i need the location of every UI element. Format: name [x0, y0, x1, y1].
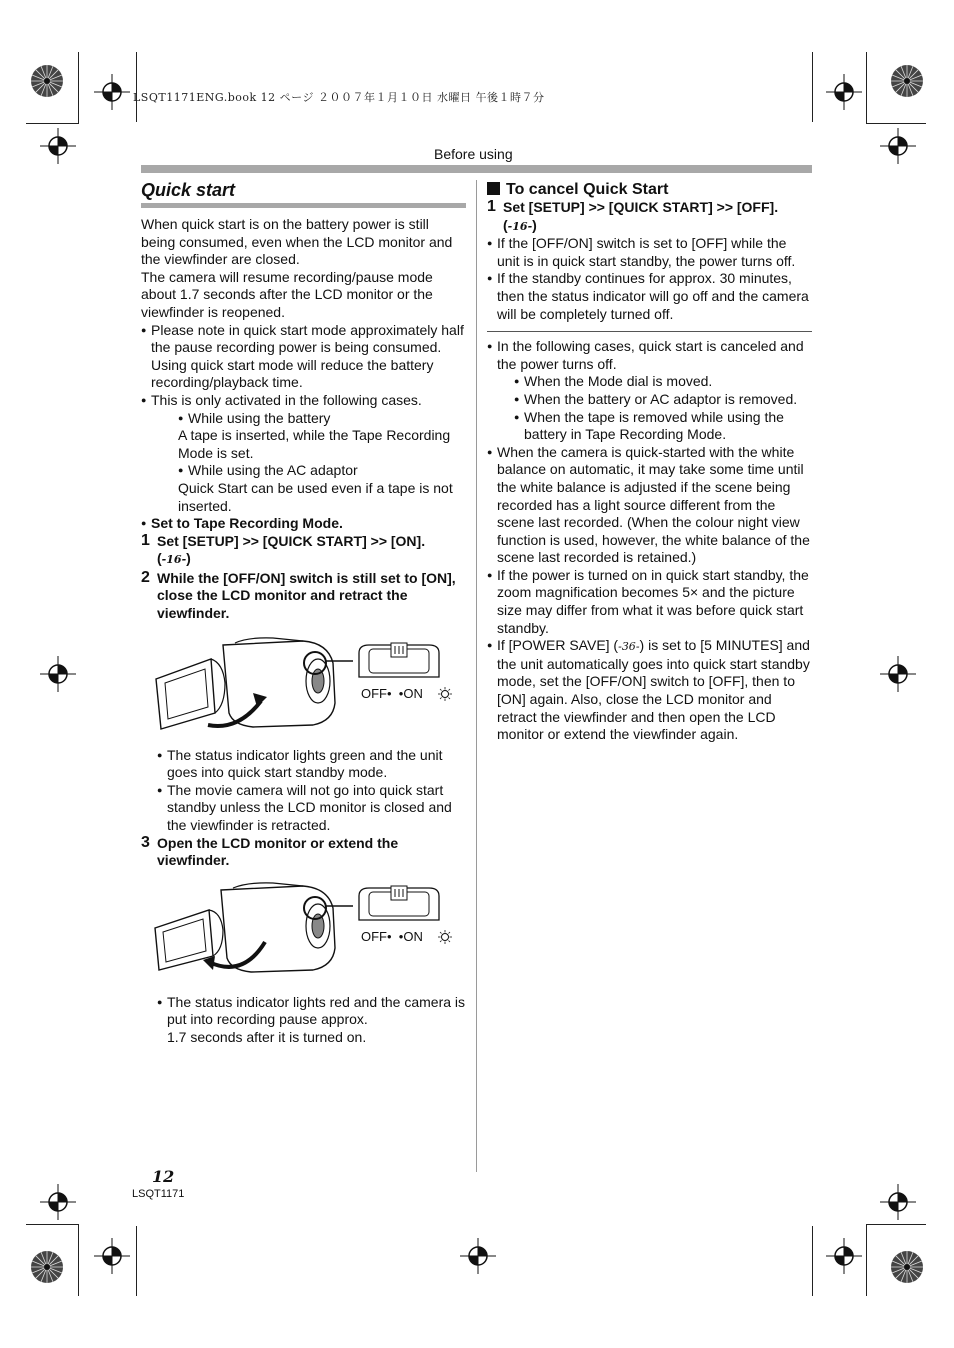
status-light-icon: [438, 687, 452, 701]
camcorder-lcd-opening-illustration: [153, 880, 353, 980]
note-text: If [POWER SAVE] (: [497, 637, 619, 654]
crop-line: [26, 1224, 78, 1225]
cancel-heading: [487, 180, 812, 199]
registration-target-icon: [460, 1238, 496, 1274]
registration-target-icon: [40, 1184, 76, 1220]
bullet-item: ● The status indicator lights red and the camera is put into recording pause approx.: [157, 994, 466, 1029]
step-2: [141, 570, 466, 623]
starburst-dial-icon: [890, 1250, 924, 1284]
crop-line: [866, 123, 926, 124]
registration-target-icon: [40, 656, 76, 692]
camera-opening-figure: [153, 876, 466, 988]
bullet-item: ● The status indicator lights green and the unit goes into quick start standby mode.: [157, 747, 466, 782]
switch-labels: OFF• •ON: [361, 928, 423, 944]
bullet-item: ● If [POWER SAVE] (-36-) is set to [5 MINUTES] and the unit automatically goes into quick start standby mode, set the [OFF/ON] switch to [OFF], then to [ON] again. Also, close the LCD monitor and retract the viewfinder and then open the LCD monitor or extend the viewfinder again.: [487, 637, 812, 744]
sub-bullet-item: ● When the Mode dial is moved.: [514, 373, 812, 391]
registration-target-icon: [94, 74, 130, 110]
crop-line: [78, 52, 79, 124]
camera-closing-figure: [153, 629, 466, 741]
step-number: 3: [141, 833, 150, 851]
sub-bullet-item: ● When the tape is removed while using the battery in Tape Recording Mode.: [514, 409, 812, 444]
page-ref: 16: [166, 553, 182, 567]
bullet-item: ● The movie camera will not go into quick start standby unless the LCD monitor is closed and the viewfinder is retracted.: [157, 782, 466, 835]
crop-line: [78, 1224, 79, 1296]
crop-line: [136, 52, 137, 122]
bullet-continuation: 1.7 seconds after it is turned on.: [167, 1029, 367, 1045]
column-divider: [476, 180, 477, 1172]
bullet-item: ● If the [OFF/ON] switch is set to [OFF] while the unit is in quick start standby, the power turns off.: [487, 235, 812, 270]
print-header: LSQT1171ENG.book 12 ページ ２００７年１月１０日 水曜日 午後１時７分: [133, 91, 545, 104]
set-mode-note: ● Set to Tape Recording Mode.: [141, 515, 466, 533]
step-text: While the [OFF/ON] switch is still set to [ON], close the LCD monitor and retract the viewfinder.: [157, 569, 456, 622]
page-ref: 16: [512, 219, 528, 233]
bullet-item: ● When the camera is quick-started with the white balance on automatic, it may take some time until the white balance is adjusted if the scene being recorded has a light source different from the scene last recorded. (When the colour night view function is used, however, the white balance of the scene last recorded is retained.): [487, 444, 812, 567]
power-switch-illustration: [355, 641, 443, 681]
case-list: [141, 410, 466, 428]
crop-line: [866, 1224, 867, 1296]
status-light-icon: [438, 930, 452, 944]
registration-target-icon: [826, 1238, 862, 1274]
step-1: 1 Set [SETUP] >> [QUICK START] >> [ON]. (-16-): [141, 531, 426, 567]
right-column: [487, 180, 812, 744]
case-text: A tape is inserted, while the Tape Recording Mode is set.: [178, 427, 451, 461]
step-number: 1: [141, 531, 150, 549]
case-list: [141, 462, 466, 480]
switch-off-label: OFF: [361, 928, 387, 944]
section-rule: [487, 331, 812, 332]
step-3: [141, 835, 466, 870]
starburst-dial-icon: [30, 64, 64, 98]
bullet-item: ● If the standby continues for approx. 30 minutes, then the status indicator will go off and the camera will be completely turned off.: [487, 270, 812, 323]
bullet-item: ● In the following cases, quick start is canceled and the power turns off.: [487, 338, 812, 373]
switch-labels: OFF• •ON: [361, 685, 423, 701]
step-text: Set [SETUP] >> [QUICK START] >> [OFF].: [503, 199, 779, 215]
step-number: 2: [141, 568, 150, 586]
starburst-dial-icon: [890, 64, 924, 98]
sub-bullet-item: ● When the battery or AC adaptor is removed.: [514, 391, 812, 409]
case-title: ● While using the AC adaptor: [178, 462, 466, 480]
crop-line: [866, 1224, 926, 1225]
registration-target-icon: [880, 128, 916, 164]
crop-line: [812, 52, 813, 122]
starburst-dial-icon: [30, 1250, 64, 1284]
step-number: 1: [487, 198, 496, 215]
case-title: ● While using the battery: [178, 410, 466, 428]
sub-list: [487, 373, 812, 443]
intro-paragraph: The camera will resume recording/pause mode about 1.7 seconds after the LCD monitor or the viewfinder is reopened.: [141, 268, 433, 320]
switch-off-label: OFF: [361, 685, 387, 701]
power-switch-illustration: [355, 884, 443, 924]
case-text: Quick Start can be used even if a tape is not inserted.: [178, 479, 453, 514]
title-rule: [141, 203, 466, 208]
square-bullet-icon: [487, 182, 500, 195]
registration-target-icon: [826, 74, 862, 110]
switch-on-label: ON: [403, 685, 423, 701]
registration-target-icon: [40, 128, 76, 164]
step-text: Open the LCD monitor or extend the viewfinder.: [157, 834, 399, 869]
cancel-step-1: 1 Set [SETUP] >> [QUICK START] >> [OFF]. (-16-): [487, 198, 779, 233]
note-text: ) is set to [5 MINUTES] and the unit automatically goes into quick start standby mode, set the [OFF/ON] switch to [OFF], then to [ON] again. Also, close the LCD monitor and retract the viewfinder and then open the LCD monitor or extend the viewfinder again.: [497, 637, 810, 743]
left-column: [141, 180, 466, 1047]
registration-target-icon: [94, 1238, 130, 1274]
bullet-item: ● Please note in quick start mode approximately half the pause recording power is being consumed. Using quick start mode will reduce the battery recording/playback time.: [141, 322, 466, 392]
page-ref-arrow: -: [161, 553, 167, 567]
section-label: Before using: [434, 146, 513, 162]
page-number: 12: [152, 1167, 175, 1186]
camcorder-lcd-closing-illustration: [153, 633, 353, 733]
model-code: LSQT1171: [132, 1188, 185, 1200]
crop-line: [812, 1226, 813, 1296]
bullet-item: ● This is only activated in the following cases.: [141, 392, 466, 410]
registration-target-icon: [880, 656, 916, 692]
crop-line: [866, 52, 867, 124]
intro-paragraph: When quick start is on the battery power is still being consumed, even when the LCD monitor and the viewfinder are closed.: [141, 216, 453, 268]
page-title: Quick start: [141, 180, 236, 200]
cancel-heading-text: To cancel Quick Start: [506, 181, 669, 198]
crop-line: [136, 1226, 137, 1296]
switch-on-label: ON: [403, 928, 423, 944]
header-rule: [141, 165, 812, 173]
registration-target-icon: [880, 1184, 916, 1220]
bullet-item: ● If the power is turned on in quick start standby, the zoom magnification becomes 5× and the picture size may differ from what it was before quick start standby.: [487, 567, 812, 637]
crop-line: [26, 123, 78, 124]
step-text: Set [SETUP] >> [QUICK START] >> [ON].: [157, 532, 426, 549]
page-ref: 36: [621, 640, 636, 654]
